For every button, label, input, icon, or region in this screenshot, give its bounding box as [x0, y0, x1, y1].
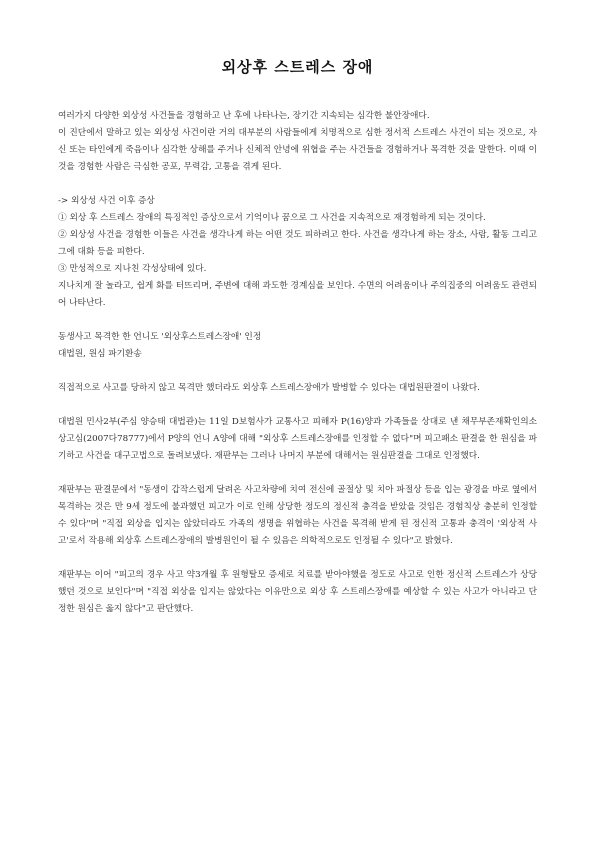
paragraph-line: 지나치게 잘 놀라고, 쉽게 화를 터뜨리며, 주변에 대해 과도한 경계심을 보인다. 수면의 어려움이나 주의집중의 어려움도 관련되어 나타난다. [58, 281, 537, 308]
paragraph-line: -> 외상성 사건 이후 증상 [58, 196, 155, 206]
document-title: 외상후 스트레스 장애 [221, 58, 374, 76]
paragraph-gap [58, 465, 537, 482]
paragraph-line: 이 진단에서 말하고 있는 외상성 사건이란 거의 대부분의 사람들에게 치명적으로 심한 정서적 스트레스 사건이 되는 것으로, 자신 또는 타인에게 죽음이나 심각한 상해를 주거나 신체적 안녕에 위협을 주는 사건들을 경험하거나 목격한 것을 말한다. 이때 이것을 경험한 사람은 극심한 공포, 무력감, 고통을 겪게 된다. [58, 128, 537, 172]
paragraph-line: 동생사고 목격한 한 언니도 '외상후스트레스장애' 인정 [58, 332, 262, 342]
paragraph-gap [58, 176, 537, 193]
paragraph-line: 대법원, 원심 파기환송 [58, 349, 142, 359]
paragraph-line: ③ 만성적으로 지나친 각성상태에 있다. [58, 264, 207, 274]
paragraph-line: ② 외상성 사건을 경험한 이들은 사건을 생각나게 하는 어떤 것도 피하려고 한다. 사건을 생각나게 하는 장소, 사람, 활동 그리고 그에 대화 등을 피한다. [58, 230, 537, 257]
paragraph-gap [58, 363, 537, 380]
document-body [58, 108, 537, 618]
paragraph-line: 재판부는 판결문에서 "동생이 갑작스럽게 달려온 사고차량에 치여 전신에 골절상 및 치아 파절상 등을 입는 광경을 바로 옆에서 목격하는 것은 만 9세 정도에 불과했던 피고가 이로 인해 상당한 정도의 정신적 충격을 받았을 것임은 경험칙상 충분히 인정할 수 있다"며 "직접 외상을 입지는 않았더라도 가족의 생명을 위협하는 사건을 목격해 받게 된 정신적 고통과 충격이 '외상적 사고'로서 작용해 외상후 스트레스장애의 발병원인이 될 수 있음은 의학적으로도 인정될 수 있다"고 밝혔다. [58, 485, 537, 546]
paragraph-line: 대법원 민사2부(주심 양승태 대법관)는 11일 D보험사가 교통사고 피해자 P(16)양과 가족들을 상대로 낸 채무부존재확인의소 상고심(2007다78777)에서 P양의 언니 A양에 대해 "외상후 스트레스장애를 인정할 수 없다"며 피고패소 판결을 한 원심을 파기하고 사건을 대구고법으로 돌려보냈다. 재판부는 그러나 나머지 부분에 대해서는 원심판결을 그대로 인정했다. [58, 417, 537, 461]
paragraph-line: 직접적으로 사고를 당하지 않고 목격만 했더라도 외상후 스트레스장애가 발병할 수 있다는 대법원판결이 나왔다. [58, 383, 480, 393]
paragraph-line: ① 외상 후 스트레스 장애의 특징적인 증상으로서 기억이나 꿈으로 그 사건을 지속적으로 재경험하게 되는 것이다. [58, 213, 486, 223]
paragraph-line: 재판부는 이어 "피고의 경우 사고 약3개월 후 원형탈모 증세로 치료를 받아야했을 정도로 사고로 인한 정신적 스트레스가 상당했던 것으로 보인다"며 "직접 외상을 입지는 않았다는 이유만으로 외상 후 스트레스장애를 예상할 수 있는 사고가 아니라고 단정한 원심은 옳지 않다"고 판단했다. [58, 570, 537, 614]
paragraph-gap [58, 312, 537, 329]
paragraph-line: 여러가지 다양한 외상성 사건들을 경험하고 난 후에 나타나는, 장기간 지속되는 심각한 불안장애다. [58, 111, 430, 121]
paragraph-gap [58, 397, 537, 414]
paragraph-gap [58, 550, 537, 567]
